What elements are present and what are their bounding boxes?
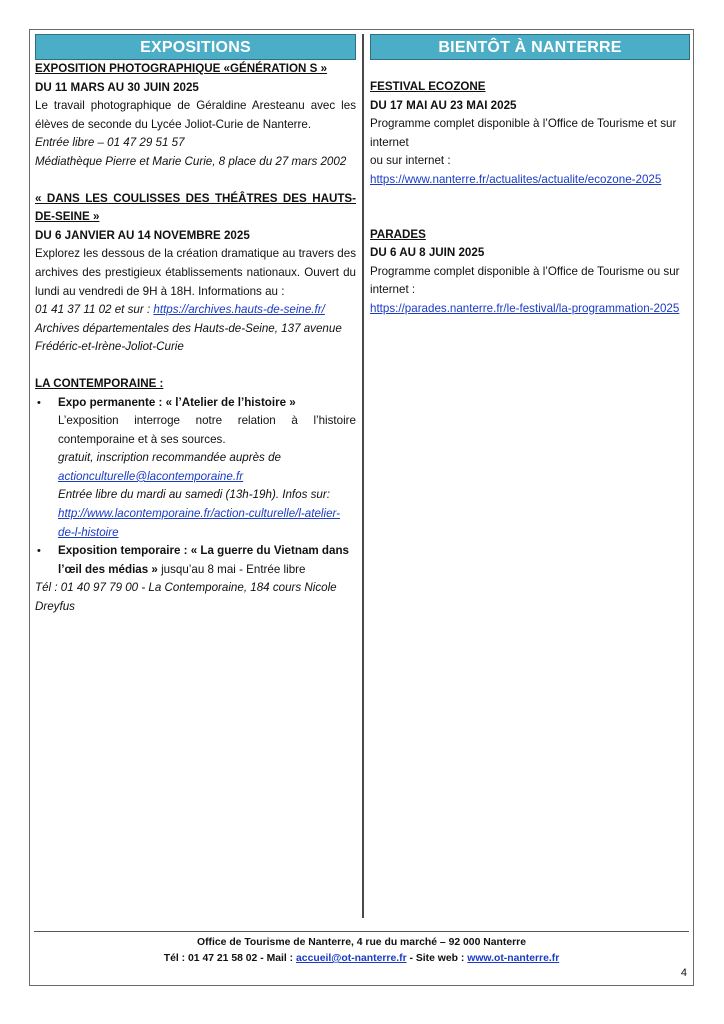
section-text: Programme complet disponible à l’Office de Tourisme et sur internet	[370, 117, 677, 149]
parades-link[interactable]: https://parades.nanterre.fr/le-festival/la-programmation-2025	[370, 301, 680, 315]
section-dates: DU 11 MARS AU 30 JUIN 2025	[35, 80, 199, 94]
section-dates: DU 6 AU 8 JUIN 2025	[370, 246, 485, 260]
section-text: Programme complet disponible à l’Office de Tourisme ou sur internet :	[370, 264, 680, 297]
parades-section	[370, 226, 690, 319]
contemporaine-email-link[interactable]: actionculturelle@lacontemporaine.fr	[58, 469, 244, 483]
footer-email-link[interactable]: accueil@ot-nanterre.fr	[296, 953, 407, 964]
section-title: PARADES	[370, 227, 426, 241]
section-dates: DU 17 MAI AU 23 MAI 2025	[370, 98, 517, 112]
section-title: LA CONTEMPORAINE :	[35, 376, 164, 390]
list-item	[35, 394, 356, 543]
section-title: EXPOSITION PHOTOGRAPHIQUE «GÉNÉRATION S »	[35, 62, 328, 75]
phone-text: 01 41 37 11 02 et sur :	[35, 303, 151, 317]
bullet-icon: •	[37, 545, 41, 558]
section-contact	[35, 301, 356, 320]
section-place: Médiathèque Pierre et Marie Curie, 8 place du 27 mars 2002	[35, 154, 347, 168]
bientot-header: BIENTÔT À NANTERRE	[370, 34, 690, 60]
item-hours: Entrée libre du mardi au samedi (13h-19h). Infos sur:	[58, 488, 330, 502]
item-line	[58, 542, 356, 579]
footer-site-label: - Site web :	[406, 953, 468, 964]
ecozone-link[interactable]: https://www.nanterre.fr/actualites/actualite/ecozone-2025	[370, 172, 662, 186]
footer	[30, 935, 693, 967]
section-place: Archives départementales des Hauts-de-Seine, 137 avenue Frédéric-et-Irène-Joliot-Curie	[35, 321, 342, 354]
footer-site-link[interactable]: www.ot-nanterre.fr	[467, 953, 560, 964]
page-frame	[29, 29, 694, 986]
atelier-link[interactable]: http://www.lacontemporaine.fr/action-culturelle/l-atelier-de-l-histoire	[58, 507, 341, 539]
section-title: FESTIVAL ECOZONE	[370, 80, 486, 93]
section-title: « DANS LES COULISSES DES THÉÂTRES DES HAUTS-DE-SEINE »	[35, 191, 356, 224]
item-text: jusqu’au 8 mai - Entrée libre	[157, 562, 306, 576]
section-text: Le travail photographique de Géraldine Aresteanu avec les élèves de seconde du Lycée Joliot-Curie de Nanterre.	[35, 99, 356, 131]
page-number: 4	[680, 967, 687, 979]
item-label: Expo permanente : « l’Atelier de l’histoire »	[58, 395, 296, 409]
item-text: L’exposition interroge notre relation à l’histoire contemporaine et à ses sources.	[58, 414, 356, 446]
bullet-icon: •	[37, 396, 41, 409]
generation-s-section	[35, 60, 356, 172]
footer-tel: Tél : 01 47 21 58 02 - Mail :	[163, 953, 297, 964]
footer-address: Office de Tourisme de Nanterre, 4 rue du marché – 92 000 Nanterre	[197, 937, 526, 948]
section-info: Entrée libre – 01 47 29 51 57	[35, 136, 185, 150]
coulisses-section	[35, 190, 356, 357]
exhibition-list	[35, 394, 356, 580]
expositions-column	[35, 34, 356, 617]
footer-contact	[30, 951, 693, 967]
item-free: gratuit, inscription recommandée auprès de	[58, 451, 281, 465]
expositions-header: EXPOSITIONS	[35, 34, 356, 60]
contemporaine-section	[35, 375, 356, 617]
contemporaine-contact: Tél : 01 40 97 79 00 - La Contemporaine, 184 cours Nicole Dreyfus	[35, 581, 337, 614]
section-dates: DU 6 JANVIER AU 14 NOVEMBRE 2025	[35, 228, 250, 242]
column-divider	[362, 34, 364, 918]
list-item	[35, 542, 356, 579]
footer-divider	[34, 931, 689, 932]
section-text: Explorez les dessous de la création dramatique au travers des archives des prestigieux établissements nationaux. Ouvert du lundi au vendredi de 9H à 18H. Informations au :	[35, 247, 356, 298]
archives-link[interactable]: https://archives.hauts-de-seine.fr/	[153, 303, 325, 317]
section-text-2: ou sur internet :	[370, 154, 451, 168]
ecozone-section	[370, 78, 690, 190]
item-label: Exposition temporaire : « La guerre du Vietnam dans l’œil des médias »	[58, 544, 349, 576]
bientot-column	[370, 34, 690, 319]
